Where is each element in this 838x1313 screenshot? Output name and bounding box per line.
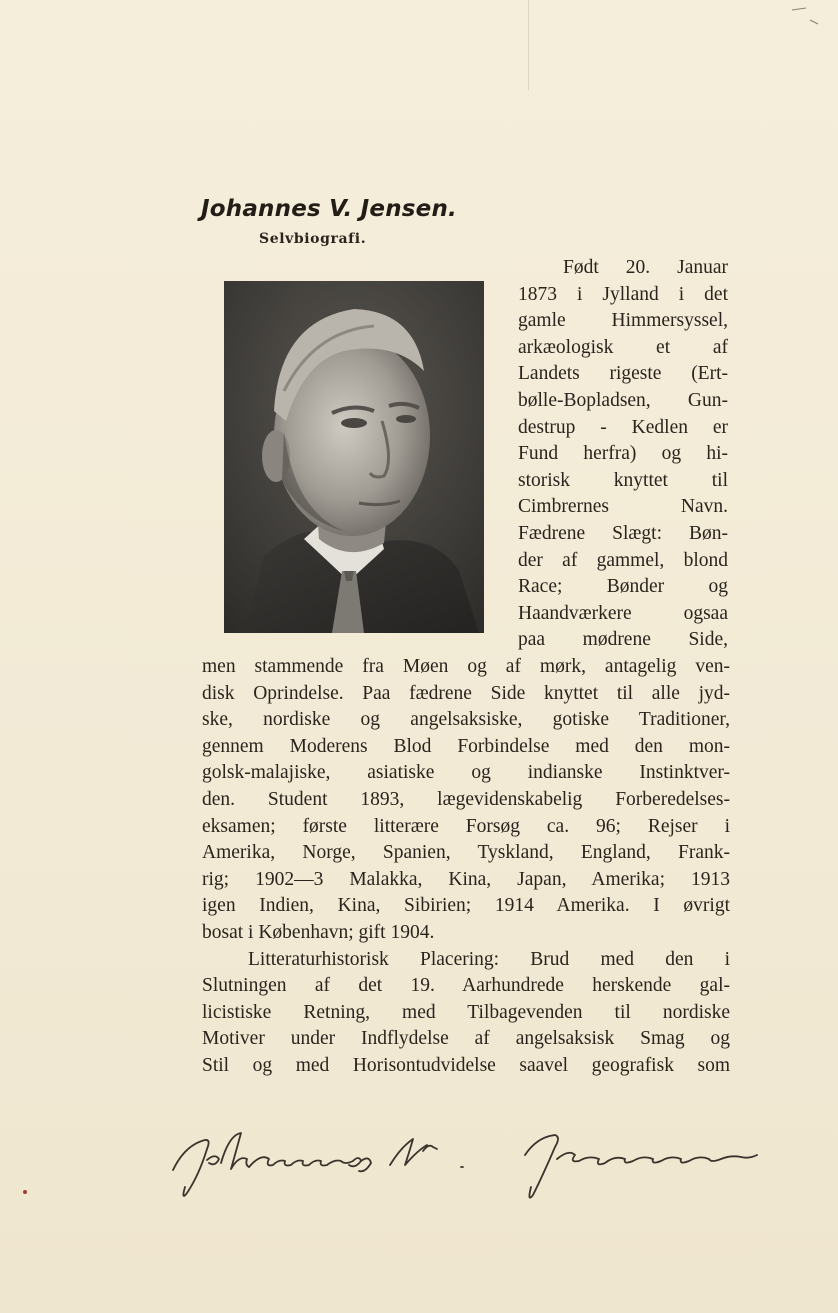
text-line: gamle Himmersyssel, (518, 310, 728, 332)
text-line: destrup - Kedlen er (518, 416, 728, 438)
text-line: storisk knyttet til (518, 469, 728, 491)
text-line: Race; Bønder og (518, 576, 728, 598)
text-line: eksamen; første litterære Forsøg ca. 96; Rejser i (202, 815, 730, 837)
text-line: golsk-malajiske, asiatiske og indianske Instinktver- (202, 762, 730, 784)
text-line: der af gammel, blond (518, 549, 728, 571)
text-line: ske, nordiske og angelsaksiske, gotiske Traditioner, (202, 709, 730, 731)
text-line: Fund herfra) og hi- (518, 443, 728, 465)
text-line: Født 20. Januar (563, 257, 728, 278)
text-line: 1873 i Jylland i det (518, 283, 728, 305)
text-line: Litteraturhistorisk Placering: Brud med den i (248, 948, 730, 970)
text-line: den. Student 1893, lægevidenskabelig Forberedelses- (202, 789, 730, 810)
text-line: Haandværkere ogsaa (518, 602, 728, 624)
text-line: rig; 1902—3 Malakka, Kina, Japan, Amerika; 1913 (202, 868, 730, 890)
text-line: bølle-Bopladsen, Gun- (518, 390, 728, 411)
text-line: Cimbrernes Navn. (518, 496, 728, 518)
ink-speck-icon (23, 1190, 27, 1194)
text-line: Motiver under Indflydelse af angelsaksisk Smag og (202, 1028, 730, 1050)
text-line: Landets rigeste (Ert- (518, 363, 728, 385)
handwritten-signature-icon (165, 1125, 765, 1205)
text-line: licistiske Retning, med Tilbagevenden til nordiske (202, 1001, 730, 1023)
page-title: Johannes V. Jensen. (201, 196, 457, 222)
page-subtitle: Selvbiografi. (259, 231, 367, 247)
text-line: bosat i København; gift 1904. (202, 922, 435, 943)
text-line: gennem Moderens Blod Forbindelse med den mon- (202, 735, 730, 757)
text-line: Slutningen af det 19. Aarhundrede herskende gal- (202, 975, 730, 997)
text-line: Amerika, Norge, Spanien, Tyskland, England, Frank- (202, 842, 730, 864)
text-line: igen Indien, Kina, Sibirien; 1914 Amerika. I øvrigt (202, 895, 730, 917)
text-line: men stammende fra Møen og af mørk, antagelig ven- (202, 656, 730, 677)
text-line: disk Oprindelse. Paa fædrene Side knyttet til alle jyd- (202, 682, 730, 704)
text-line: paa mødrene Side, (518, 629, 728, 651)
text-line: Fædrene Slægt: Bøn- (518, 523, 728, 544)
text-line: arkæologisk et af (518, 336, 728, 358)
text-line: Stil og med Horisontudvidelse saavel geografisk som (202, 1055, 730, 1076)
paper-fold-line (528, 0, 529, 90)
portrait-photo-icon (224, 281, 484, 633)
corner-mark-icon (790, 6, 820, 26)
